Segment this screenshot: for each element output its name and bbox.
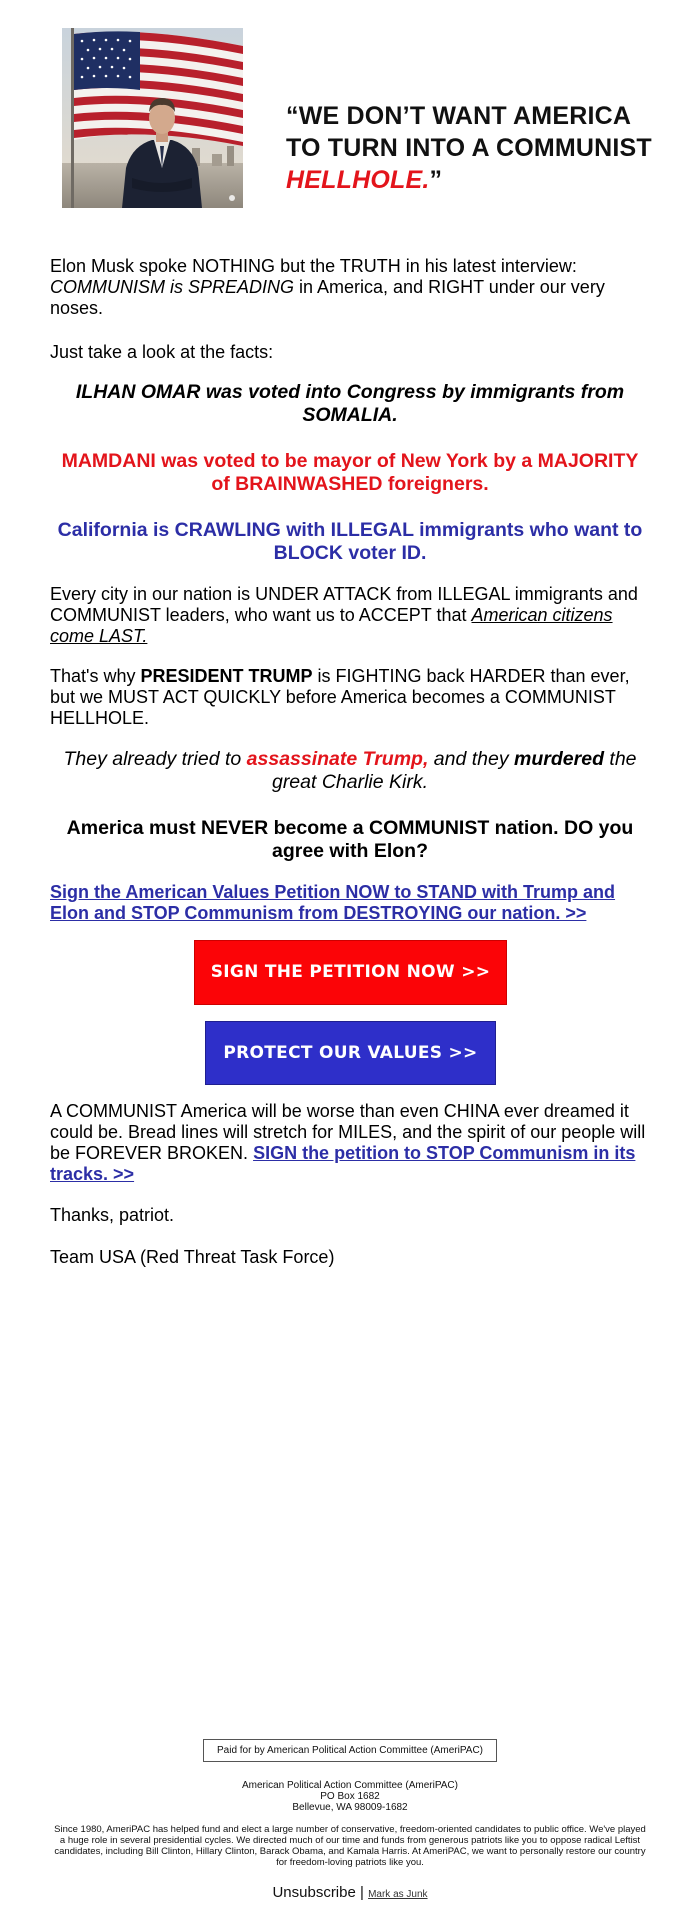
fact-california: California is CRAWLING with ILLEGAL immigrants who want to BLOCK voter ID. bbox=[57, 519, 643, 564]
quote-line-2: TO TURN INTO A COMMUNIST bbox=[286, 134, 652, 162]
signature: Team USA (Red Threat Task Force) bbox=[50, 1247, 335, 1267]
intro-text-b: in America, and RIGHT under our very noses. bbox=[50, 277, 605, 318]
stop-communism-link[interactable]: SIGN the petition to STOP Communism in its tracks. >> bbox=[50, 1143, 636, 1184]
facts-lead: Just take a look at the facts: bbox=[50, 342, 274, 362]
city-text: Every city in our nation is UNDER ATTACK from ILLEGAL immigrants and COMMUNIST leaders, who want us to ACCEPT that bbox=[50, 584, 638, 625]
unsubscribe-link[interactable]: Unsubscribe bbox=[272, 1884, 356, 1901]
separator: | bbox=[360, 1884, 364, 1901]
sign-petition-button[interactable]: SIGN THE PETITION NOW >> bbox=[194, 940, 507, 1005]
trump-text-c: is FIGHTING back HARDER than ever, but we MUST ACT QUICKLY before America becomes a COMMUNIST HELLHOLE. bbox=[50, 666, 630, 728]
assass-text-b: and they bbox=[428, 748, 515, 770]
trump-bold: PRESIDENT TRUMP bbox=[140, 666, 313, 686]
assassination-paragraph bbox=[50, 748, 650, 794]
address-line-1: American Political Action Committee (AmeriPAC) bbox=[242, 1780, 458, 1791]
intro-italic: COMMUNISM is SPREADING bbox=[50, 277, 295, 297]
assass-bold: murdered bbox=[514, 748, 604, 770]
trump-paragraph bbox=[50, 666, 650, 729]
intro-text-a: Elon Musk spoke NOTHING but the TRUTH in his latest interview: bbox=[50, 256, 577, 276]
assass-red: assassinate Trump, bbox=[246, 748, 429, 770]
city-underlined: American citizens come LAST. bbox=[50, 605, 613, 646]
quote-close-mark: ” bbox=[429, 166, 443, 194]
mark-as-junk-link[interactable]: Mark as Junk bbox=[368, 1889, 428, 1900]
intro-paragraph bbox=[50, 256, 650, 319]
never-communist-heading: America must NEVER become a COMMUNIST nation. DO you agree with Elon? bbox=[66, 817, 634, 862]
fact-omar: ILHAN OMAR was voted into Congress by immigrants from SOMALIA. bbox=[75, 381, 625, 426]
petition-link[interactable]: Sign the American Values Petition NOW to STAND with Trump and Elon and STOP Communism from DESTROYING our nation. >> bbox=[50, 882, 616, 923]
city-paragraph bbox=[50, 584, 650, 647]
china-text: A COMMUNIST America will be worse than even CHINA ever dreamed it could be. Bread lines will stretch for MILES, and the spirit of our people will be FOREVER BROKEN. bbox=[50, 1101, 646, 1163]
trump-text-a: That's why bbox=[50, 666, 141, 686]
thanks-line: Thanks, patriot. bbox=[50, 1205, 175, 1225]
assass-text-c: the great Charlie Kirk. bbox=[271, 748, 637, 793]
address-line-3: Bellevue, WA 98009-1682 bbox=[292, 1802, 408, 1813]
china-paragraph bbox=[50, 1101, 650, 1185]
hero-quote bbox=[286, 100, 686, 196]
assass-text-a: They already tried to bbox=[63, 748, 247, 770]
quote-line-1: “WE DON’T WANT AMERICA bbox=[286, 102, 632, 130]
mailing-address bbox=[150, 1780, 550, 1813]
unsubscribe-row bbox=[150, 1884, 550, 1904]
flag-portrait-photo bbox=[62, 28, 243, 208]
protect-values-button[interactable]: PROTECT OUR VALUES >> bbox=[205, 1021, 496, 1085]
quote-line-3 bbox=[286, 164, 686, 196]
quote-red-word: HELLHOLE. bbox=[286, 166, 430, 194]
fact-mamdani: MAMDANI was voted to be mayor of New York by a MAJORITY of BRAINWASHED foreigners. bbox=[61, 450, 639, 495]
address-line-2: PO Box 1682 bbox=[320, 1791, 380, 1802]
american-flag-icon bbox=[62, 28, 243, 208]
paid-for-disclaimer: Paid for by American Political Action Committee (AmeriPAC) bbox=[203, 1739, 497, 1762]
about-paragraph: Since 1980, AmeriPAC has helped fund and elect a large number of conservative, freedom-oriented candidates to public office. We've played a huge role in several presidential cycles. We directed much of our time and funds from generous patriots like you to oppose radical Leftist candidates, including Bill Clinton, Hillary Clinton, Barack Obama, and Kamala Harris. At AmeriPAC, we want to personally restore our country for freedom-loving patriots like you. bbox=[54, 1824, 646, 1868]
